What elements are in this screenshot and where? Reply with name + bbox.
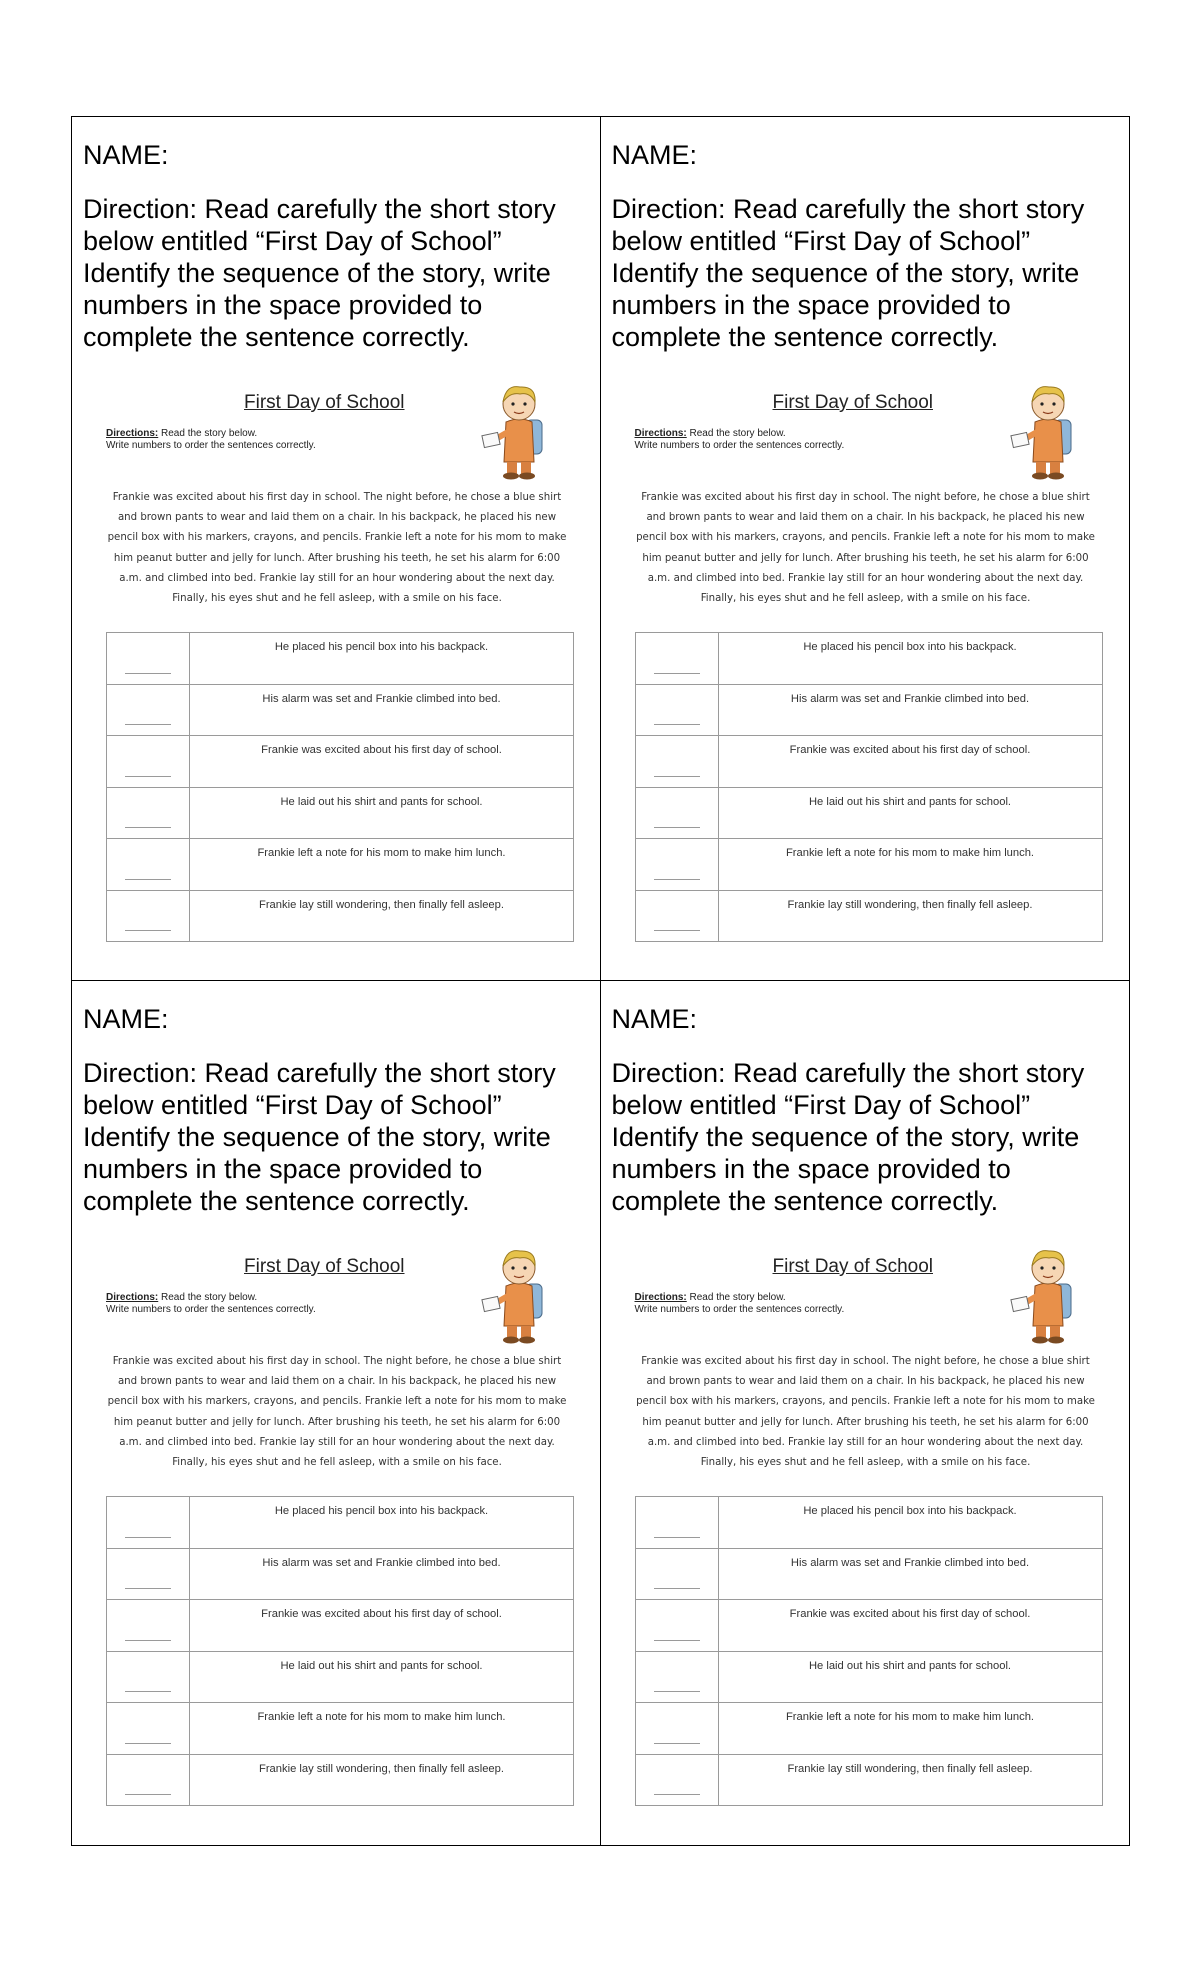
table-row	[635, 684, 1102, 736]
sentence-cell: Frankie lay still wondering, then finally fell asleep.	[718, 890, 1102, 942]
direction-text: Direction: Read carefully the short story below entitled “First Day of School” Identify the sequence of the story, write numbers in the space provided to complete the sentence correctly.	[83, 194, 556, 352]
table-row	[635, 787, 1102, 839]
sentence-cell: He laid out his shirt and pants for school.	[718, 1651, 1102, 1703]
answer-blank[interactable]	[107, 1703, 190, 1755]
sentence-cell: Frankie was excited about his first day of school.	[190, 1600, 574, 1652]
answer-blank[interactable]	[107, 787, 190, 839]
sentence-cell: Frankie was excited about his first day of school.	[190, 736, 574, 788]
directions-line1: Read the story below.	[689, 428, 786, 439]
worksheet-directions	[635, 1292, 845, 1316]
sentence-cell: His alarm was set and Frankie climbed into bed.	[190, 1548, 574, 1600]
answer-blank[interactable]	[107, 736, 190, 788]
answer-blank[interactable]	[635, 1651, 718, 1703]
sequence-table	[635, 632, 1103, 942]
sentence-cell: He placed his pencil box into his backpack.	[718, 633, 1102, 685]
student-illustration-icon	[480, 382, 560, 482]
sentence-cell: He laid out his shirt and pants for school.	[718, 787, 1102, 839]
sentence-cell: Frankie was excited about his first day of school.	[718, 736, 1102, 788]
worksheet-card	[601, 117, 1130, 981]
story-worksheet	[633, 1256, 1103, 1796]
answer-blank[interactable]	[635, 839, 718, 891]
story-worksheet	[104, 1256, 574, 1796]
sentence-cell: His alarm was set and Frankie climbed into bed.	[718, 684, 1102, 736]
directions-line2: Write numbers to order the sentences correctly.	[106, 1304, 316, 1315]
worksheet-title: First Day of School	[772, 392, 933, 413]
table-row	[635, 736, 1102, 788]
story-worksheet	[633, 392, 1103, 932]
story-paragraph: Frankie was excited about his first day in school. The night before, he chose a blue shirt and brown pants to wear and laid them on a chair. In his backpack, he placed his new pencil box with his markers, crayons, and pencils. Frankie left a note for his mom to make him peanut butter and jelly for lunch. After brushing his teeth, he set his alarm for 6:00 a.m. and climbed into bed. Frankie lay still for an hour wondering about the next day. Finally, his eyes shut and he fell asleep, with a smile on his face.	[107, 1356, 567, 1469]
directions-line2: Write numbers to order the sentences correctly.	[634, 440, 845, 451]
table-row	[635, 1754, 1102, 1806]
student-illustration-icon	[1009, 1246, 1089, 1346]
sequence-table	[106, 632, 574, 942]
answer-blank[interactable]	[635, 684, 718, 736]
sentence-cell: He laid out his shirt and pants for school.	[190, 787, 574, 839]
table-row	[107, 839, 574, 891]
sentence-cell: Frankie lay still wondering, then finally fell asleep.	[190, 890, 574, 942]
story-paragraph: Frankie was excited about his first day in school. The night before, he chose a blue shirt and brown pants to wear and laid them on a chair. In his backpack, he placed his new pencil box with his markers, crayons, and pencils. Frankie left a note for his mom to make him peanut butter and jelly for lunch. After brushing his teeth, he set his alarm for 6:00 a.m. and climbed into bed. Frankie lay still for an hour wondering about the next day. Finally, his eyes shut and he fell asleep, with a smile on his face.	[636, 1356, 1095, 1469]
answer-blank[interactable]	[107, 839, 190, 891]
directions-label: Directions:	[106, 428, 159, 439]
directions-label: Directions:	[106, 1292, 159, 1303]
table-row	[107, 1548, 574, 1600]
table-row	[635, 1497, 1102, 1549]
name-label: NAME:	[83, 140, 169, 170]
sentence-cell: Frankie lay still wondering, then finally fell asleep.	[718, 1754, 1102, 1806]
answer-blank[interactable]	[107, 1600, 190, 1652]
table-row	[107, 1754, 574, 1806]
sentence-cell: He placed his pencil box into his backpack.	[190, 633, 574, 685]
answer-blank[interactable]	[635, 1497, 718, 1549]
worksheet-directions	[635, 428, 845, 452]
table-row	[107, 736, 574, 788]
directions-line1: Read the story below.	[689, 1292, 786, 1303]
worksheet-card	[72, 117, 601, 981]
table-row	[635, 1703, 1102, 1755]
directions-line1: Read the story below.	[161, 1292, 258, 1303]
table-row	[107, 1497, 574, 1549]
sentence-cell: Frankie left a note for his mom to make him lunch.	[190, 1703, 574, 1755]
answer-blank[interactable]	[635, 1548, 718, 1600]
table-row	[107, 1703, 574, 1755]
student-illustration-icon	[1009, 382, 1089, 482]
direction-text: Direction: Read carefully the short story below entitled “First Day of School” Identify the sequence of the story, write numbers in the space provided to complete the sentence correctly.	[83, 1058, 556, 1216]
name-label: NAME:	[611, 140, 698, 170]
student-illustration-icon	[480, 1246, 560, 1346]
name-label: NAME:	[611, 1004, 698, 1034]
story-paragraph: Frankie was excited about his first day in school. The night before, he chose a blue shirt and brown pants to wear and laid them on a chair. In his backpack, he placed his new pencil box with his markers, crayons, and pencils. Frankie left a note for his mom to make him peanut butter and jelly for lunch. After brushing his teeth, he set his alarm for 6:00 a.m. and climbed into bed. Frankie lay still for an hour wondering about the next day. Finally, his eyes shut and he fell asleep, with a smile on his face.	[636, 492, 1095, 605]
sentence-cell: His alarm was set and Frankie climbed into bed.	[718, 1548, 1102, 1600]
worksheet-title: First Day of School	[772, 1256, 933, 1277]
answer-blank[interactable]	[107, 1497, 190, 1549]
table-row	[107, 890, 574, 942]
answer-blank[interactable]	[635, 1703, 718, 1755]
sentence-cell: Frankie was excited about his first day of school.	[718, 1600, 1102, 1652]
sentence-cell: He placed his pencil box into his backpack.	[190, 1497, 574, 1549]
table-row	[107, 684, 574, 736]
table-row	[635, 1548, 1102, 1600]
sentence-cell: Frankie left a note for his mom to make him lunch.	[718, 1703, 1102, 1755]
table-row	[107, 633, 574, 685]
worksheet-directions	[106, 1292, 316, 1316]
answer-blank[interactable]	[635, 1754, 718, 1806]
directions-line1: Read the story below.	[161, 428, 258, 439]
table-row	[635, 839, 1102, 891]
worksheet-card	[72, 981, 601, 1845]
directions-line2: Write numbers to order the sentences correctly.	[634, 1304, 845, 1315]
sentence-cell: He laid out his shirt and pants for school.	[190, 1651, 574, 1703]
direction-text: Direction: Read carefully the short story below entitled “First Day of School” Identify the sequence of the story, write numbers in the space provided to complete the sentence correctly.	[611, 1058, 1085, 1216]
table-row	[107, 1600, 574, 1652]
direction-text: Direction: Read carefully the short story below entitled “First Day of School” Identify the sequence of the story, write numbers in the space provided to complete the sentence correctly.	[611, 194, 1085, 352]
directions-line2: Write numbers to order the sentences correctly.	[106, 440, 316, 451]
sentence-cell: He placed his pencil box into his backpack.	[718, 1497, 1102, 1549]
table-row	[635, 1600, 1102, 1652]
table-row	[107, 787, 574, 839]
sequence-table	[635, 1496, 1103, 1806]
sequence-table	[106, 1496, 574, 1806]
sentence-cell: Frankie left a note for his mom to make him lunch.	[718, 839, 1102, 891]
sentence-cell: His alarm was set and Frankie climbed into bed.	[190, 684, 574, 736]
name-label: NAME:	[83, 1004, 169, 1034]
answer-blank[interactable]	[107, 1651, 190, 1703]
answer-blank[interactable]	[635, 633, 718, 685]
worksheet-directions	[106, 428, 316, 452]
answer-blank[interactable]	[107, 1548, 190, 1600]
answer-blank[interactable]	[635, 890, 718, 942]
table-row	[107, 1651, 574, 1703]
answer-blank[interactable]	[635, 1600, 718, 1652]
answer-blank[interactable]	[107, 633, 190, 685]
directions-label: Directions:	[634, 1292, 687, 1303]
answer-blank[interactable]	[107, 890, 190, 942]
worksheet-title: First Day of School	[244, 1256, 405, 1277]
worksheet-title: First Day of School	[244, 392, 405, 413]
directions-label: Directions:	[634, 428, 687, 439]
story-worksheet	[104, 392, 574, 932]
table-row	[635, 1651, 1102, 1703]
table-row	[635, 890, 1102, 942]
answer-blank[interactable]	[635, 787, 718, 839]
answer-blank[interactable]	[107, 684, 190, 736]
sentence-cell: Frankie left a note for his mom to make him lunch.	[190, 839, 574, 891]
worksheet-page-grid	[71, 116, 1130, 1846]
worksheet-card	[601, 981, 1130, 1845]
table-row	[635, 633, 1102, 685]
answer-blank[interactable]	[107, 1754, 190, 1806]
story-paragraph: Frankie was excited about his first day in school. The night before, he chose a blue shirt and brown pants to wear and laid them on a chair. In his backpack, he placed his new pencil box with his markers, crayons, and pencils. Frankie left a note for his mom to make him peanut butter and jelly for lunch. After brushing his teeth, he set his alarm for 6:00 a.m. and climbed into bed. Frankie lay still for an hour wondering about the next day. Finally, his eyes shut and he fell asleep, with a smile on his face.	[107, 492, 567, 605]
sentence-cell: Frankie lay still wondering, then finally fell asleep.	[190, 1754, 574, 1806]
answer-blank[interactable]	[635, 736, 718, 788]
